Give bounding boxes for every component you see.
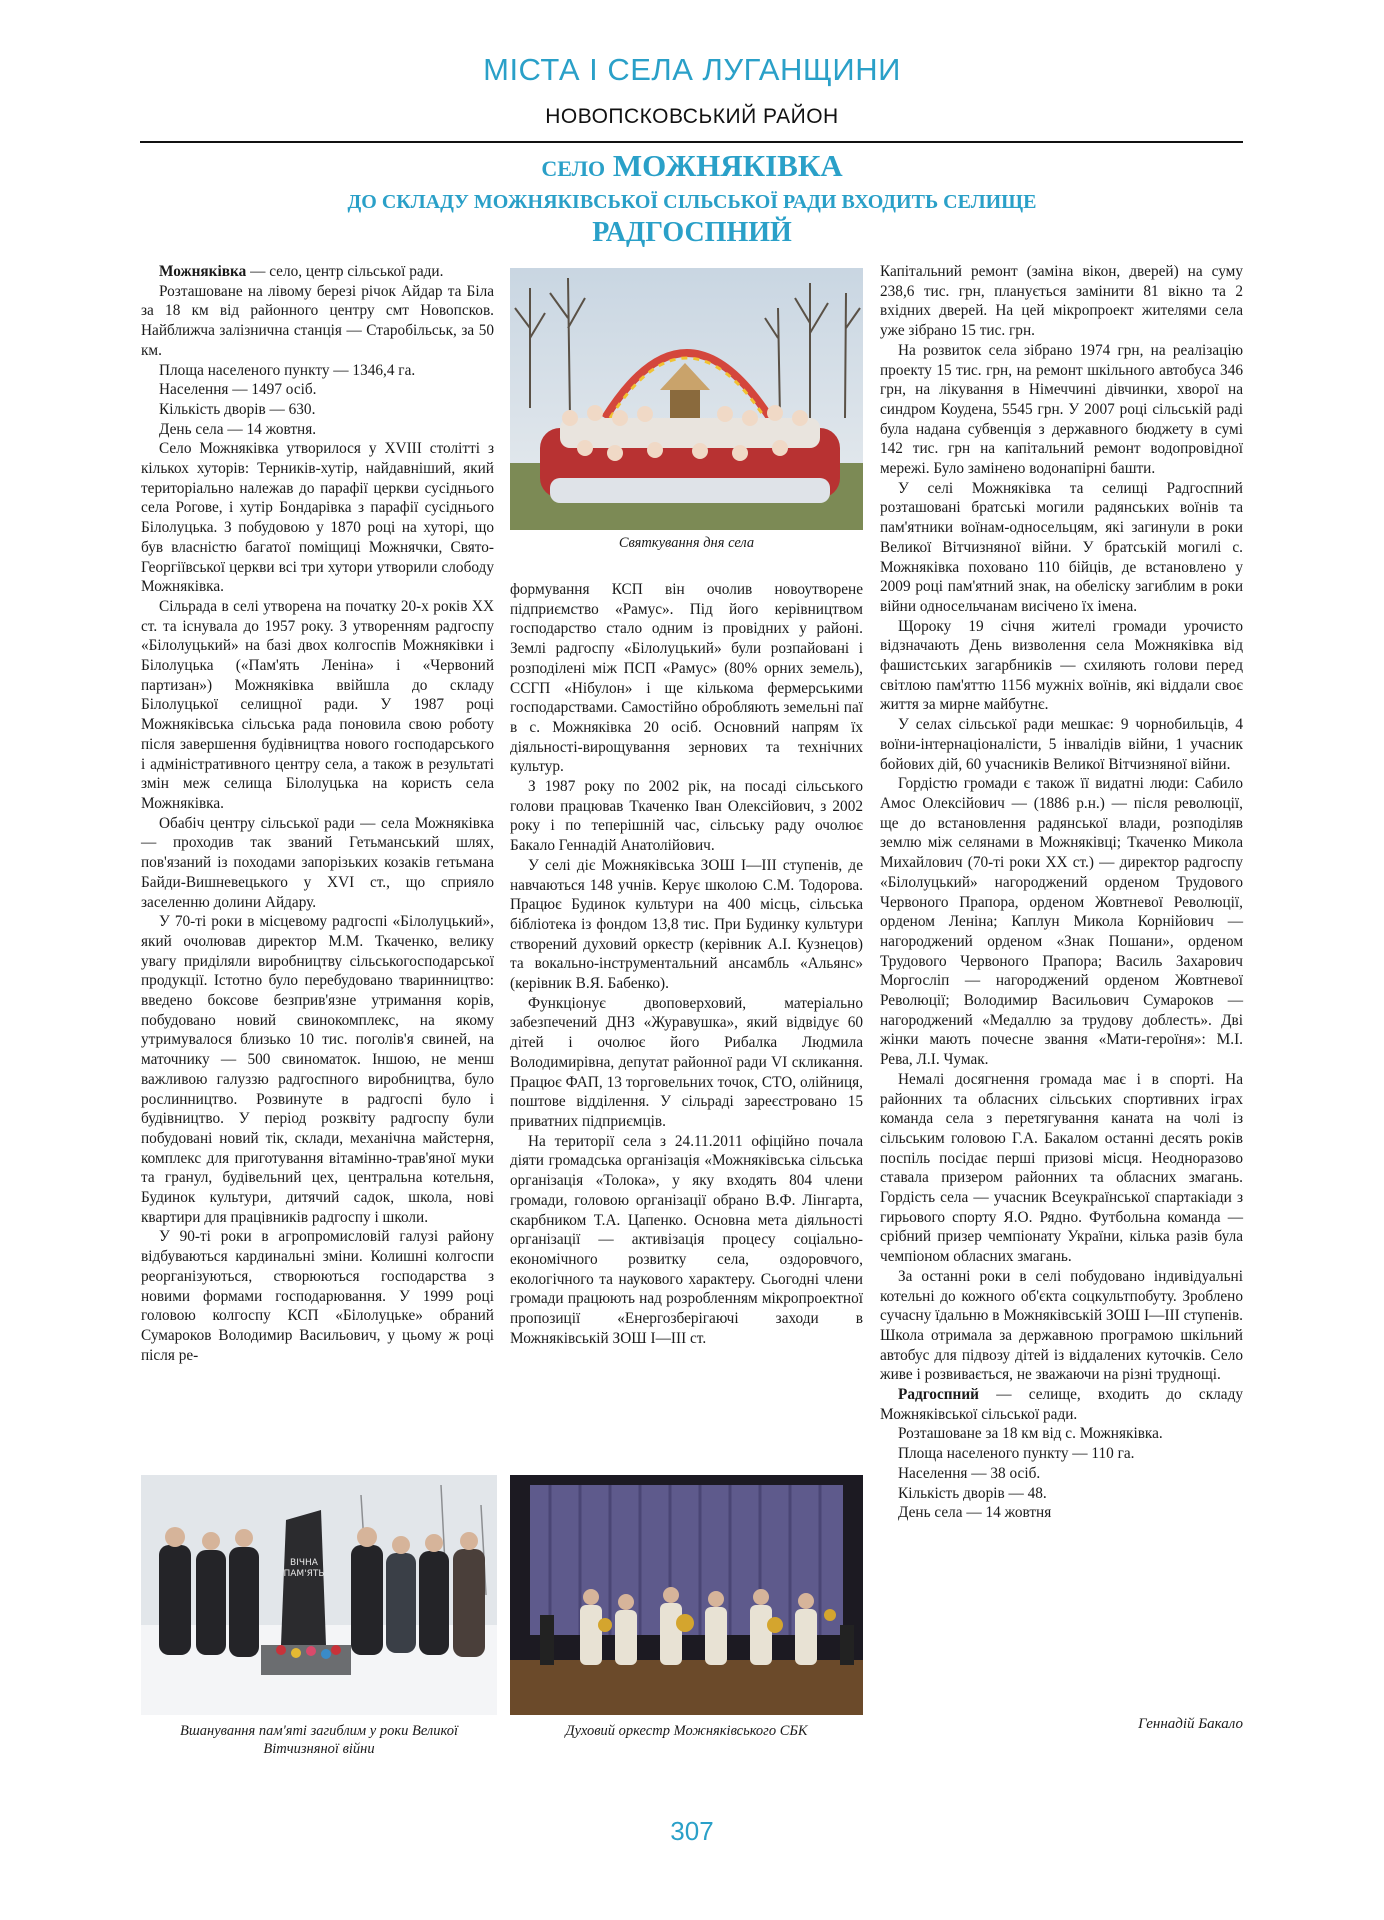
celebration-caption: Святкування дня села: [618, 535, 755, 551]
paragraph: Розташоване за 18 км від с. Можняківка.: [898, 1425, 1163, 1443]
celebration-photo: [510, 268, 863, 530]
paragraph: На території села з 24.11.2011 офіційно почала діяти громадська організація «Можняківська сільська організація «Толока», у яку входять 804 члени громади, головою організації обрано В.Ф. Лінгарта, скарбником Т.А. Цапенко. Основна мета діяльності організації — активізація процесу соціально-економічного розвитку села, оздоровчого, екологічного та наукового характеру. Сьогодні члени громади працюють над розробленням мікропроектної пропозиції «Енергозберігаючі заходи в Можняківській ЗОШ І—ІІІ ст.: [510, 1132, 863, 1347]
orchestra-photo: [510, 1475, 863, 1715]
orchestra-photo-image: [510, 1475, 863, 1715]
title-prefix: СЕЛО: [541, 156, 606, 181]
title-subline: ДО СКЛАДУ МОЖНЯКІВСЬКОЇ СІЛЬСЬКОЇ РАДИ ВХОДИТЬ СЕЛИЩЕ: [347, 191, 1037, 213]
article-title: [0, 148, 1384, 249]
paragraph: У селах сільської ради мешкає: 9 чорнобильців, 4 воїни-інтернаціоналісти, 5 інвалідів війни, 1 учасник бойових дій, 60 учасників Великої Вітчизняної війни.: [880, 716, 1243, 773]
paragraph: З 1987 року по 2002 рік, на посаді сільського голови працював Ткаченко Іван Олексійович, з 2002 року і по теперішній час, сільську раду очолює Бакало Геннадій Анатолійович.: [510, 778, 863, 855]
header-rule: [140, 141, 1243, 143]
paragraph: На розвиток села зібрано 1974 грн, на реалізацію проекту 15 тис. грн, на ремонт шкільного автобуса 346 грн, на лікування в Німеччині дівчинки, хворої на синдром Коудена, 5545 грн. У 2007 році сільській раді була надана субвенція з державного бюджету в сумі 142 тис. грн на капітальний ремонт водопровідної мережі. Було замінено водонапірні башти.: [880, 341, 1243, 478]
paragraph: Площа населеного пункту — 1346,4 га.: [159, 361, 416, 379]
radgospnyi-rest: — селище, входить до складу Можняківської сільської ради.: [880, 1386, 1243, 1423]
page-number: 307: [670, 1816, 714, 1846]
title-settlement: РАДГОСПНИЙ: [592, 217, 792, 248]
lead-bold: Можняківка: [159, 263, 247, 280]
paragraph: Обабіч центру сільської ради — села Можняківка — проходив так званий Гетьманський шлях, пов'язаний із походами запорізьких козаків гетьмана Байди-Вишневецького у XVI ст., що сприяло заселенню долини Айдару.: [141, 814, 494, 911]
series-title: МІСТА І СЕЛА ЛУГАНЩИНИ: [483, 52, 901, 87]
paragraph: Площа населеного пункту — 110 га.: [898, 1445, 1135, 1463]
title-name: МОЖНЯКІВКА: [612, 148, 843, 183]
celebration-photo-image: [510, 268, 863, 530]
paragraph: Населення — 1497 осіб.: [159, 381, 317, 399]
paragraph: Кількість дворів — 48.: [898, 1484, 1047, 1502]
paragraph: Село Можняківка утворилося у XVIII столітті з кількох хуторів: Терників-хутір, найдавніший, який територіально належав до парафії церкви сусіднього села Рогове, і хутір Бондарівка з парафії сусіднього Білолуцька. З побудовою у 1870 році на хуторі, що був власністю багатої поміщиці Можнячки, Свято-Георгіївської церкви всі три хутори утворили слободу Можняківка.: [141, 440, 494, 596]
memorial-caption: Вшанування пам'яті загиблим у роки Великої Вітчизняної війни: [179, 1723, 459, 1757]
paragraph: У селі діє Можняківська ЗОШ І—ІІІ ступенів, де навчаються 148 учнів. Керує школою С.М. Тодорова. Працює Будинок культури на 400 місць, сільська бібліотека із фондом 13,8 тис. При Будинку культури створений духовий оркестр (керівник А.І. Кузнецов) та вокально-інструментальний ансамбль «Альянс» (керівник В.Я. Бабенко).: [510, 856, 863, 993]
paragraph: Населення — 38 осіб.: [898, 1464, 1041, 1482]
radgospnyi-bold: Радгоспний: [898, 1386, 979, 1404]
column-2: [510, 580, 863, 1348]
paragraph: За останні роки в селі побудовано індивідуальні котельні до кожного об'єкта соцкультпобуту. Зроблено сучасну їдальню в Можняківській ЗОШ І—ІІІ ступенів. Школа отримала за державною програмою шкільний автобус для підвозу дітей із віддалених куточків. Село живе і розвивається, не зважаючи на різні труднощі.: [880, 1267, 1243, 1384]
paragraph: Немалі досягнення громада має і в спорті. На районних та обласних сільських спортивних іграх команда села з перетягування каната на чолі із сільським головою Г.А. Бакалом останні десять років поспіль посідає перші призові місця. Неодноразово ставала призером районних та обласних змагань. Гордість села — учасник Всеукраїнської спартакіади з гирьового спорту Я.О. Рядно. Футбольна команда — срібний призер чемпіонату України, кілька разів була чемпіоном обласних змагань.: [880, 1070, 1243, 1266]
paragraph: У селі Можняківка та селищі Радгоспний розташовані братські могили радянських воїнів та пам'ятники воїнам-односельцям, які загинули в роки Великої Вітчизняної війни. У братській могилі с. Можняківка поховано 110 бійців, де встановлено у 2009 році пам'ятний знак, на обеліску загиблим в роки війни односельчанам висічено їх імена.: [880, 479, 1243, 615]
paragraph: У 70-ті роки в місцевому радгоспі «Білолуцький», який очолював директор М.М. Ткаченко, велику увагу приділяли виробництву сільськогосподарської продукції. Істотно було перебудовано тваринництво: введено боксове безприв'язне утримання корів, побудовано новий свинокомплекс, на якому утримувалося близько 10 тис. поголів'я свиней, на маточнику — 500 свиноматок. Іншою, не менш важливою галуззю радгоспного виробництва, було рослинництво. Розвинуте в радгоспі було і будівництво. У період розквіту радгоспу були побудовані новий тік, склади, механічна майстерня, комплекс для приготування вітамінно-трав'яної муки та гранул, будівельний цех, центральна котельня, Будинок культури, дитячий садок, школа, нові квартири для працівників радгоспу і школи.: [141, 913, 494, 1226]
memorial-photo-image: [141, 1475, 497, 1715]
column-1: [141, 262, 494, 1365]
svg-text:ВІЧНА: ВІЧНА: [290, 1558, 318, 1568]
paragraph: Розташоване на лівому березі річок Айдар та Біла за 18 км від районного центру смт Новопсков. Найближча залізнична станція — Старобільськ, за 50 км.: [141, 282, 494, 359]
paragraph: День села — 14 жовтня: [898, 1504, 1052, 1522]
paragraph: Функціонує двоповерховий, матеріально забезпечений ДНЗ «Журавушка», який відвідує 60 дітей і очолює його Рибалка Людмила Володимирівна, депутат районної ради VI скликання. Працює ФАП, 13 торговельних точок, СТО, олійниця, поштове відділення. У сільраді зареєстровано 15 приватних підприємців.: [510, 994, 863, 1130]
district-title: НОВОПСКОВСЬКИЙ РАЙОН: [545, 105, 839, 128]
paragraph: День села — 14 жовтня.: [159, 420, 317, 438]
column-3: [880, 262, 1243, 1523]
paragraph: Сільрада в селі утворена на початку 20-х років XX ст. та існувала до 1957 року. З утворенням радгоспу «Білолуцький» на базі двох колгоспів Можняківки і Білолуцька («Пам'ять Леніна» і «Червоний партизан») Можняківка ввійшла до складу Білолуцької селищної ради. У 1987 році Можняківська сільська рада поновила свою роботу після завершення будівництва нового господарського і адміністративного центру села, а також в результаті змін меж селища Білолуцька на користь села Можняківка.: [141, 597, 494, 812]
paragraph: Щороку 19 січня жителі громади урочисто відзначають День визволення села Можняківка від фашистських загарбників — схиляють голови перед світлою пам'яттю 1156 мужніх воїнів, які віддали своє життя за мирне майбутнє.: [880, 617, 1243, 714]
paragraph: У 90-ті роки в агропромисловій галузі району відбуваються кардинальні зміни. Колишні колгоспи реорганізуються, створюються господарства з новими формами господарювання. У 1999 році головою колгоспу КСП «Білолуцьке» обраний Сумароков Володимир Васильович, у цьому ж році після ре-: [141, 1228, 494, 1364]
author-signature: Геннадій Бакало: [1138, 1716, 1243, 1732]
orchestra-caption: Духовий оркестр Можняківського СБК: [565, 1723, 808, 1739]
paragraph: Кількість дворів — 630.: [159, 400, 316, 418]
svg-text:ПАМ'ЯТЬ: ПАМ'ЯТЬ: [283, 1569, 325, 1579]
lead-rest: — село, центр сільської ради.: [246, 263, 444, 280]
paragraph: Гордістю громади є також її видатні люди: Сабило Амос Олексійович — (1886 р.н.) — після революції, ще до встановлення радянської влади, розподіляв землю між селянами в Можняківці; Ткаченко Микола Михайлович (70-ті роки XX ст.) — директор радгоспу «Білолуцький» нагороджений орденом Трудового Червоного Прапора, орденом Жовтневої Революції, орденом Леніна; Каплун Микола Корнійович — нагороджений орденом «Знак Пошани», орденом Трудового Червоного Прапора; Василь Захарович Моргосліп — нагороджений орденом Жовтневої Революції; Володимир Васильович Сумароков — нагороджений «Медаллю за трудову доблесть». Дві жінки мають почесне звання «Мати-героїня»: М.І. Рева, Л.І. Чумак.: [880, 775, 1243, 1069]
memorial-photo: [141, 1475, 497, 1715]
paragraph: формування КСП він очолив новоутворене підприємство «Рамус». Під його керівництвом господарство стало одним із провідних у районі. Землі радгоспу «Білолуцький» були розпайовані і розподілені між ПСП «Рамус» (80% орних земель), ССГП «Нібулон» і ще кількома фермерськими господарствами. Самостійно обробляють земельні паї в с. Можняківка 20 осіб. Основний напрям їх діяльності-вирощування зернових та технічних культур.: [510, 581, 863, 776]
paragraph: Капітальний ремонт (заміна вікон, дверей) на суму 238,6 тис. грн, планується замінити 81 вікно та 2 вхідних дверей. На цей мікропроект жителями села уже зібрано 15 тис. грн.: [880, 263, 1243, 340]
